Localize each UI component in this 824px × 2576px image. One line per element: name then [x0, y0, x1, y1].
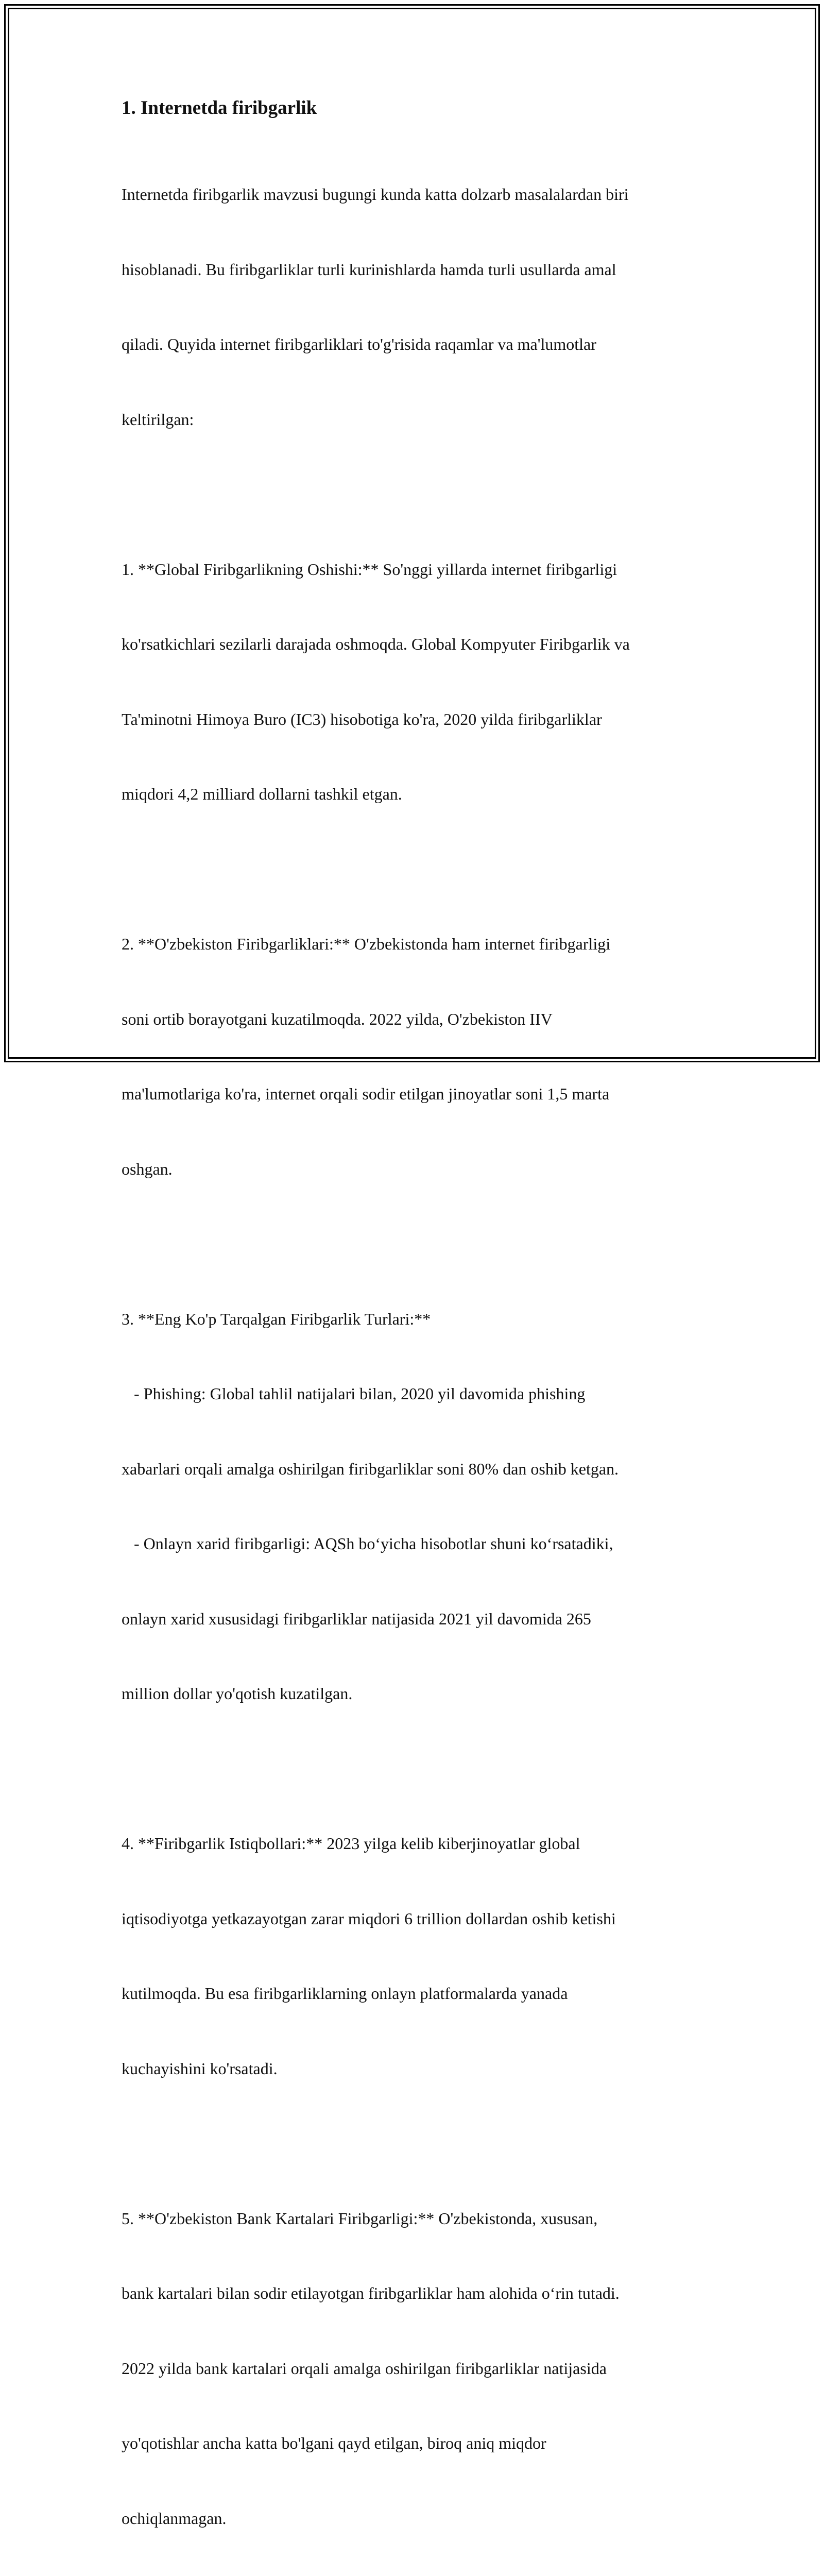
list-item-2 [122, 882, 714, 1231]
text-line: iqtisodiyotga yetkazayotgan zarar miqdori 6 trillion dollardan oshib ketishi [122, 1906, 714, 1931]
text-line: - Onlayn xarid firibgarligi: AQSh bo‘yicha hisobotlar shuni ko‘rsatadiki, [122, 1531, 714, 1556]
text-line: xabarlari orqali amalga oshirilgan firibgarliklar soni 80% dan oshib ketgan. [122, 1456, 714, 1482]
text-line: Internetda firibgarlik mavzusi bugungi kunda katta dolzarb masalalardan biri [122, 182, 714, 207]
list-item-3 [122, 1257, 714, 1756]
text-line: - Phishing: Global tahlil natijalari bilan, 2020 yil davomida phishing [122, 1381, 714, 1406]
list-item-1 [122, 507, 714, 857]
text-line: qiladi. Quyida internet firibgarliklari to'g'risida raqamlar va ma'lumotlar [122, 332, 714, 357]
text-line: onlayn xarid xususidagi firibgarliklar natijasida 2021 yil davomida 265 [122, 1606, 714, 1632]
text-line: Ta'minotni Himoya Buro (IC3) hisobotiga ko'ra, 2020 yilda firibgarliklar [122, 707, 714, 732]
text-line: million dollar yo'qotish kuzatilgan. [122, 1681, 714, 1706]
text-line: bank kartalari bilan sodir etilayotgan firibgarliklar ham alohida o‘rin tutadi. [122, 2281, 714, 2306]
intro-paragraph [122, 132, 714, 482]
text-line: oshgan. [122, 1157, 714, 1182]
list-item-5 [122, 2156, 714, 2576]
text-line: ma'lumotlariga ko'ra, internet orqali sodir etilgan jinoyatlar soni 1,5 marta [122, 1081, 714, 1107]
text-line: soni ortib borayotgani kuzatilmoqda. 2022 yilda, O'zbekiston IIV [122, 1007, 714, 1032]
text-line: hisoblanadi. Bu firibgarliklar turli kurinishlarda hamda turli usullarda amal [122, 257, 714, 282]
section-heading: 1. Internetda firibgarlik [122, 96, 714, 121]
text-line: 3. **Eng Ko'p Tarqalgan Firibgarlik Turlari:** [122, 1307, 714, 1332]
text-line: yo'qotishlar ancha katta bo'lgani qayd etilgan, biroq aniq miqdor [122, 2431, 714, 2456]
text-line: ko'rsatkichlari sezilarli darajada oshmoqda. Global Kompyuter Firibgarlik va [122, 632, 714, 657]
text-line: 2022 yilda bank kartalari orqali amalga oshirilgan firibgarliklar natijasida [122, 2356, 714, 2381]
text-line: miqdori 4,2 milliard dollarni tashkil etgan. [122, 782, 714, 807]
text-line: 5. **O'zbekiston Bank Kartalari Firibgarligi:** O'zbekistonda, xususan, [122, 2206, 714, 2231]
text-line: 1. **Global Firibgarlikning Oshishi:** So'nggi yillarda internet firibgarligi [122, 557, 714, 582]
text-line: kuchayishini ko'rsatadi. [122, 2056, 714, 2081]
text-line: kutilmoqda. Bu esa firibgarliklarning onlayn platformalarda yanada [122, 1981, 714, 2006]
text-line: 4. **Firibgarlik Istiqbollari:** 2023 yilga kelib kiberjinoyatlar global [122, 1831, 714, 1856]
text-line: ochiqlanmagan. [122, 2506, 714, 2531]
document-body [122, 96, 714, 2576]
text-line: keltirilgan: [122, 407, 714, 432]
text-line: 2. **O'zbekiston Firibgarliklari:** O'zbekistonda ham internet firibgarligi [122, 931, 714, 957]
list-item-4 [122, 1781, 714, 2131]
